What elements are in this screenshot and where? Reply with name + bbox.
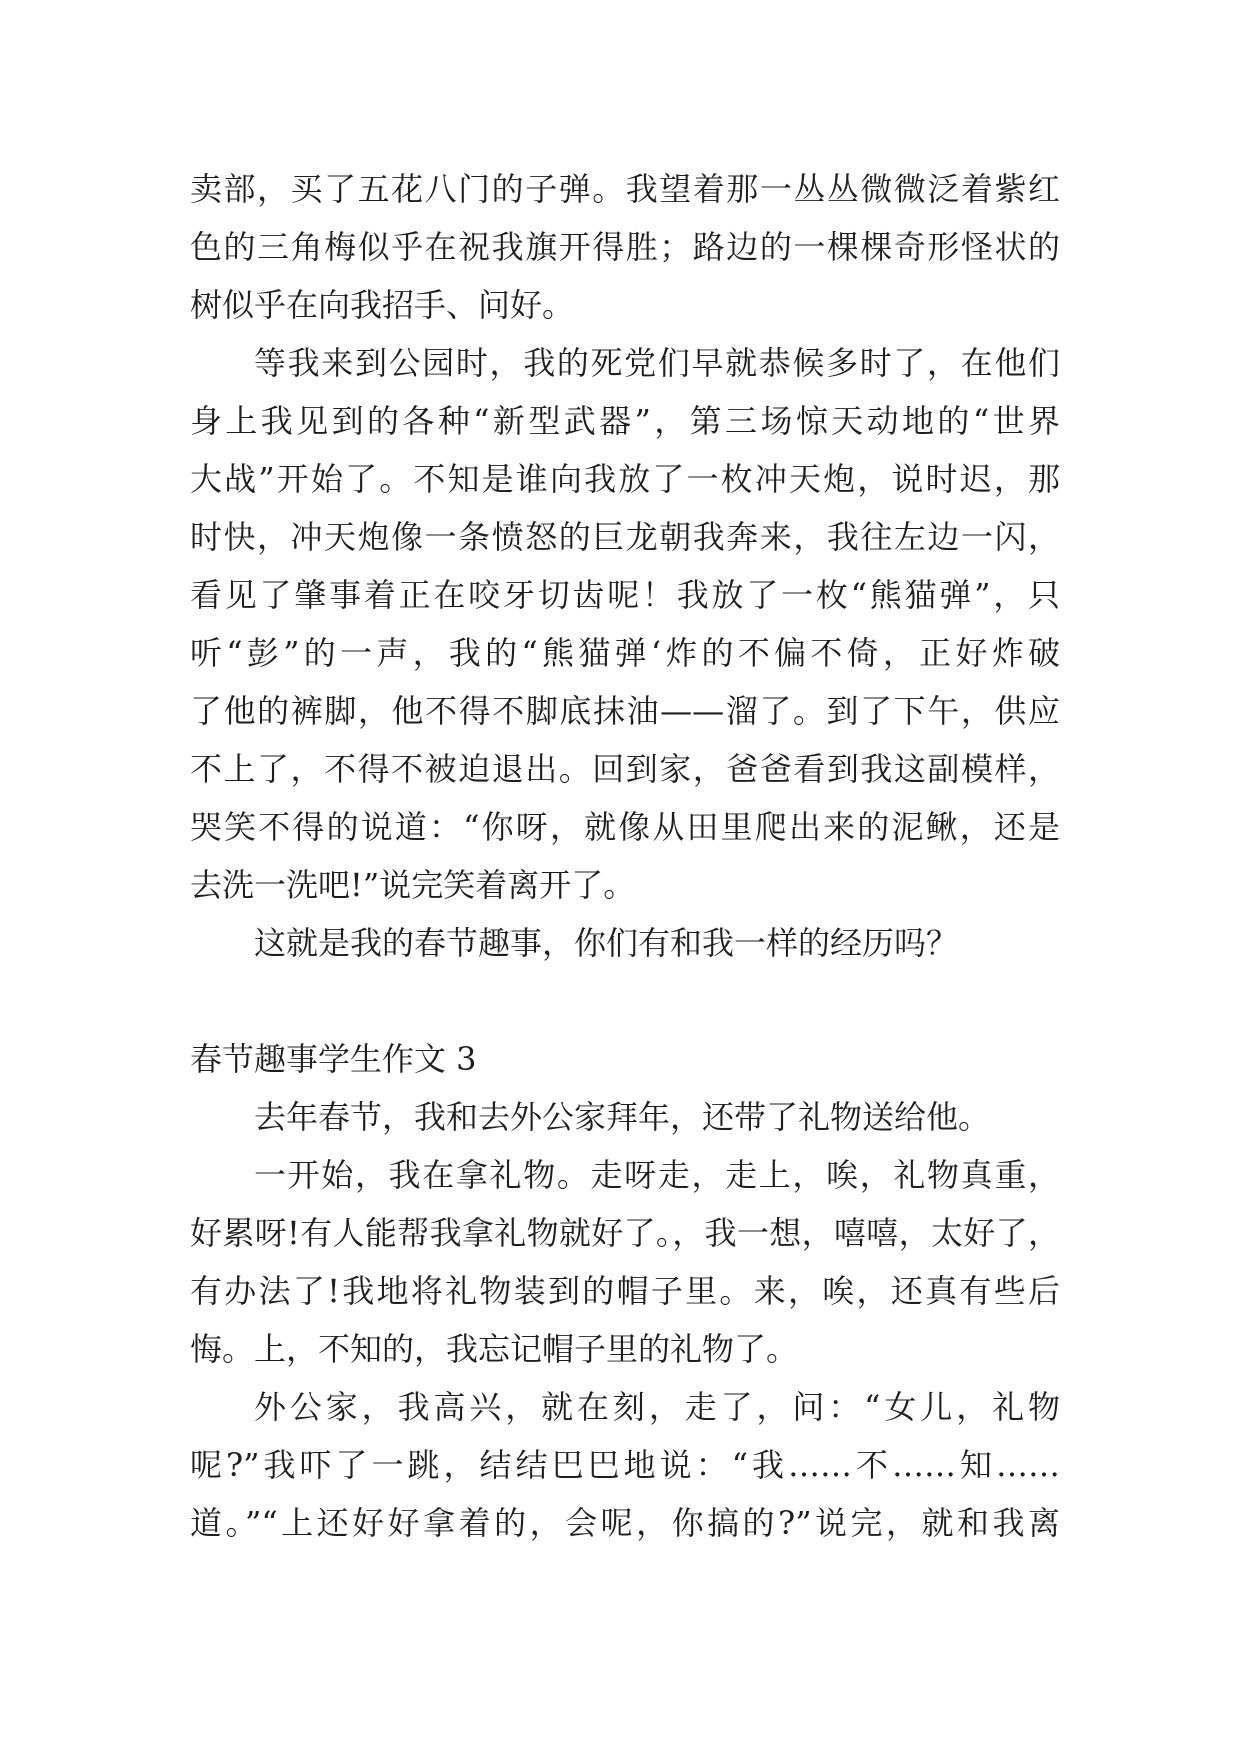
text-line: 有办法了!我地将礼物装到的帽子里。来，唉，还真有些后 — [190, 1272, 1060, 1310]
paragraph-start-line: 外公家，我高兴，就在刻，走了，问：“女儿，礼物 — [254, 1388, 1060, 1426]
text-line: 哭笑不得的说道：“你呀，就像从田里爬出来的泥鳅，还是 — [190, 808, 1060, 846]
paragraph-start-line: 一开始，我在拿礼物。走呀走，走上，唉，礼物真重， — [254, 1156, 1060, 1194]
paragraph-start-line: 去年春节，我和去外公家拜年，还带了礼物送给他。 — [254, 1098, 991, 1136]
paragraph-start-line: 这就是我的春节趣事，你们有和我一样的经历吗？ — [254, 924, 959, 962]
text-line: 时快，冲天炮像一条愤怒的巨龙朝我奔来，我往左边一闪， — [190, 518, 1060, 556]
section-title: 春节趣事学生作文 3 — [190, 1040, 477, 1078]
text-line: 了他的裤脚，他不得不脚底抹油——溜了。到了下午，供应 — [190, 692, 1060, 730]
text-line: 身上我见到的各种“新型武器”，第三场惊天动地的“世界 — [190, 402, 1060, 440]
text-line: 好累呀!有人能帮我拿礼物就好了。，我一想，嘻嘻，太好了， — [190, 1214, 1060, 1252]
text-line: 看见了肇事着正在咬牙切齿呢！我放了一枚“熊猫弹”，只 — [190, 576, 1060, 614]
text-line: 去洗一洗吧!”说完笑着离开了。 — [190, 866, 636, 904]
text-line: 呢?”我吓了一跳，结结巴巴地说：“我……不……知…… — [190, 1446, 1060, 1484]
blank-line — [190, 972, 1060, 1030]
paragraph-start-line: 等我来到公园时，我的死党们早就恭候多时了，在他们 — [254, 344, 1060, 382]
text-line: 听“彭”的一声，我的“熊猫弹‘炸的不偏不倚，正好炸破 — [190, 634, 1060, 672]
text-line: 大战”开始了。不知是谁向我放了一枚冲天炮，说时迟，那 — [190, 460, 1060, 498]
text-line: 悔。上，不知的，我忘记帽子里的礼物了。 — [190, 1330, 799, 1368]
essay-body — [190, 160, 1060, 1552]
text-line: 色的三角梅似乎在祝我旗开得胜；路边的一棵棵奇形怪状的 — [190, 228, 1060, 266]
text-line: 道。”“上还好好拿着的，会呢，你搞的?”说完，就和我离 — [190, 1504, 1060, 1542]
text-line: 树似乎在向我招手、问好。 — [190, 286, 575, 324]
text-line: 卖部，买了五花八门的子弹。我望着那一丛丛微微泛着紫红 — [190, 170, 1060, 208]
text-line: 不上了，不得不被迫退出。回到家，爸爸看到我这副模样， — [190, 750, 1060, 788]
